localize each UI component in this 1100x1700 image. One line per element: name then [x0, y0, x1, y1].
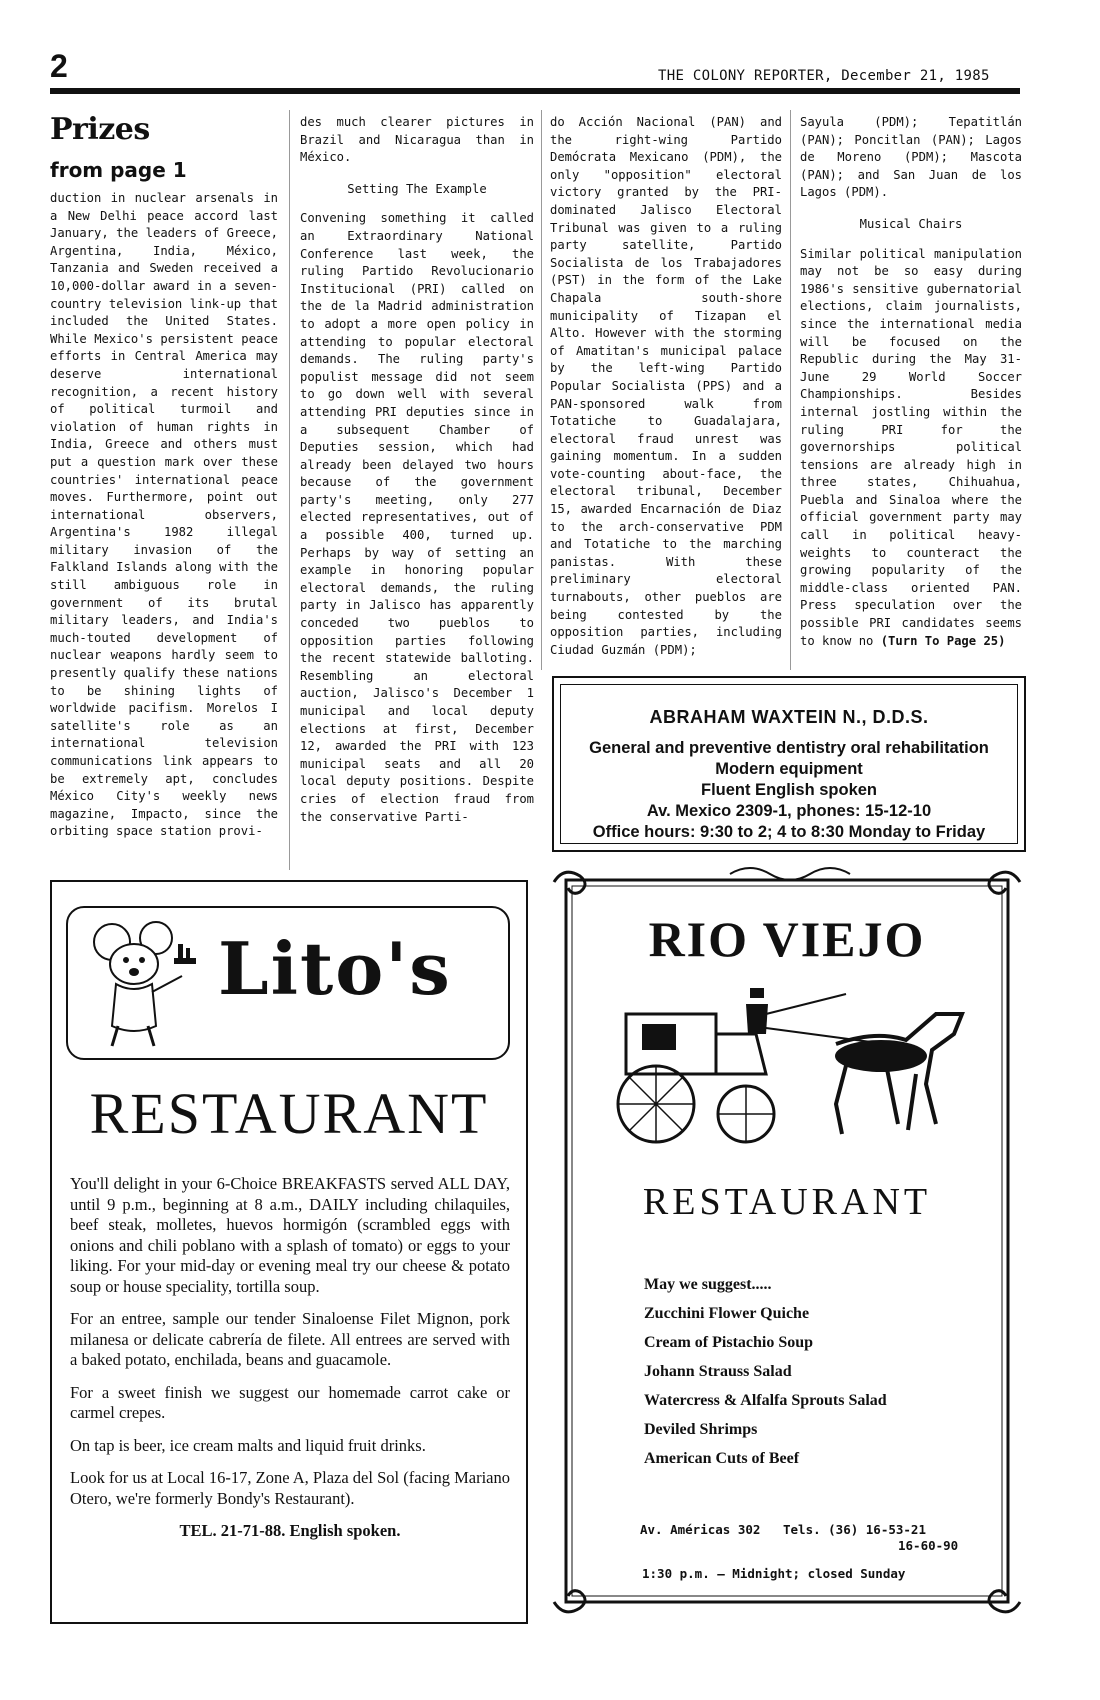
article-kicker: from page 1 — [50, 158, 187, 182]
dentist-ad — [552, 676, 1026, 852]
article-text: Sayula (PDM); Tepatitlán (PAN); Poncitlan (PAN); Lagos de Moreno (PDM); Mascota (PAN); and San Juan de los Lagos (PDM). — [800, 115, 1022, 200]
litos-heading: RESTAURANT — [89, 1081, 489, 1146]
continuation-note: (Turn To Page 25) — [880, 633, 1006, 648]
article-column-3 — [550, 114, 782, 674]
running-head: THE COLONY REPORTER, December 21, 1985 — [658, 68, 990, 84]
litos-body — [70, 1174, 510, 1554]
rio-viejo-ad — [550, 862, 1024, 1622]
dentist-address: Av. Mexico 2309-1, phones: 15-12-10 — [646, 802, 932, 820]
rio-viejo-title: RIO VIEJO — [648, 911, 926, 967]
article-subhead: Musical Chairs — [859, 216, 963, 231]
rio-viejo-heading: RESTAURANT — [642, 1181, 932, 1223]
menu-item: Watercress & Alfalfa Sprouts Salad — [644, 1392, 887, 1409]
menu-item: Johann Strauss Salad — [644, 1363, 792, 1380]
column-divider — [289, 110, 290, 870]
horse-carriage-icon — [586, 974, 986, 1154]
menu-item: Deviled Shrimps — [644, 1421, 758, 1438]
litos-paragraph: On tap is beer, ice cream malts and liquid fruit drinks. — [70, 1435, 426, 1455]
rio-viejo-hours: 1:30 p.m. — Midnight; closed Sunday — [642, 1566, 906, 1581]
article-column-1 — [50, 190, 278, 870]
rio-viejo-address: Av. Américas 302 — [640, 1522, 761, 1537]
menu-item: May we suggest..... — [644, 1276, 772, 1293]
article-text: Convening something it called an Extraordinary National Conference last week, the ruling Partido Revolucionario Institucional (PRI) called on the de la Madrid administration to adopt a more open policy in attending to popular electoral demands. The ruling party's populist message did not seem to go down well with several attending PRI deputies since in a subsequent Chamber of Deputies session, which had already been delayed two hours because of the government party's meeting, only 277 elected representatives, out of a possible 400, turned up. Perhaps by way of setting an example in honoring popular electoral demands, the ruling party in Jalisco has apparently conceded two pueblos to opposition parties following the recent statewide balloting. Resembling an electoral auction, Jalisco's December 1 municipal and local deputy elections at first, December 12, awarded the PRI with 123 municipal seats and all 20 local deputy positions. Despite cries of election fraud from the conservative Parti- — [300, 211, 534, 824]
litos-logo-panel — [66, 906, 510, 1060]
article-text: duction in nuclear arsenals in a New Delhi peace accord last January, the leaders of Greece, Argentina, India, México, Tanzania and Sweden received a 10,000-dollar award in a seven-country television link-up that included the United States. While Mexico's persistent peace efforts in Central America may deserve international recognition, a recent history of political turmoil and violation of human rights in India, Greece and others must put a question mark over these countries' international peace moves. Furthermore, point out international observers, Argentina's 1982 illegal military invasion of the Falkland Islands along with the still ambiguous role in government of its brutal military leaders, and India's much-touted development of nuclear weapons hardly seem to presently qualify these nations to be shining lights of worldwide pacifism. Morelos I satellite's role as an international television communications link appears to be extremely apt, concludes México City's weekly news magazine, Impacto, since the orbiting space station provi- — [50, 191, 278, 839]
litos-paragraph: For an entree, sample our tender Sinaloense Filet Mignon, pork milanesa or delicate cabrería de filete. All entrees are served with a baked potato, enchilada, beans and guacamole. — [70, 1309, 510, 1369]
menu-item: Cream of Pistachio Soup — [644, 1334, 814, 1351]
article-text: Similar political manipulation may not be so easy during 1986's sensitive gubernatorial elections, claim journalists, since the international media will be focused on the Republic during the May 31-June 29 World Soccer Championships. Besides internal jostling within the ruling PRI for the governorships political tensions are already high in three states, Chihuahua, Puebla and Sinaloa where the official government party may call in political heavy-weights to counteract the growing popularity of the middle-class oriented PAN. Press speculation over the possible PRI candidates seems to know no (Turn To Page 25) — [800, 246, 1022, 648]
litos-paragraph: Look for us at Local 16-17, Zone A, Plaza del Sol (facing Mariano Otero, we're formerly Bondy's Restaurant). — [70, 1468, 510, 1508]
mouse-waiter-icon — [82, 914, 202, 1050]
article-column-2 — [300, 114, 534, 872]
dentist-equipment: Modern equipment — [715, 760, 863, 778]
menu-item: American Cuts of Beef — [644, 1450, 800, 1467]
article-subhead: Setting The Example — [347, 181, 487, 196]
article-text: do Acción Nacional (PAN) and the right-wing Partido Demócrata Mexicano (PDM), the only "opposition" electoral victory granted by the PRI-dominated Jalisco Electoral Tribunal was given to a ruling party satellite, Partido Socialista de los Trabajadores (PST) in the form of the Lake Chapala south-shore municipality of Tizapan el Alto. However with the storming of Amatitan's municipal palace by the left-wing Partido Popular Socialista (PPS) and a PAN-sponsored walk from Totatiche to Guadalajara, electoral fraud unrest was gaining momentum. In a sudden vote-counting about-face, the electoral tribunal, December 15, awarded Encarnación de Diaz to the arch-conservative PDM and Totatiche to the marching panistas. With these preliminary electoral turnabouts, other pueblos are being contested by the opposition parties, including Ciudad Guzmán (PDM); — [550, 115, 782, 657]
litos-logo: Lito's — [218, 926, 452, 1011]
rio-viejo-phone-2: 16-60-90 — [898, 1538, 959, 1553]
litos-telephone: TEL. 21-71-88. English spoken. — [179, 1521, 401, 1540]
dentist-hours: Office hours: 9:30 to 2; 4 to 8:30 Monday to Friday — [592, 823, 986, 841]
rio-viejo-phones: Tels. (36) 16-53-21 — [783, 1522, 926, 1537]
litos-ad — [50, 880, 528, 1624]
rio-viejo-menu — [644, 1270, 887, 1473]
header-rule — [50, 88, 1020, 94]
litos-paragraph: For a sweet finish we suggest our homemade carrot cake or carmel crepes. — [70, 1382, 510, 1422]
dentist-language: Fluent English spoken — [700, 781, 877, 799]
article-headline: Prizes — [50, 112, 150, 147]
page-number: 2 — [50, 48, 68, 84]
rio-viejo-contact — [640, 1522, 958, 1554]
column-divider — [790, 110, 791, 670]
column-divider — [541, 110, 542, 670]
litos-paragraph: You'll delight in your 6-Choice BREAKFASTS served ALL DAY, until 9 p.m., beginning at 8 a.m., DAILY including chilaquiles, beef steak, molletes, huevos hormigón (scrambled eggs with onions and chili poblano with a splash of tomato) or eggs to your liking. For your mid-day or evening meal try our cheese & potato soup or house speciality, tortilla soup. — [70, 1174, 510, 1296]
menu-item: Zucchini Flower Quiche — [644, 1305, 810, 1322]
article-text: des much clearer pictures in Brazil and Nicaragua than in México. — [300, 115, 534, 165]
dentist-name: ABRAHAM WAXTEIN N., D.D.S. — [649, 707, 929, 727]
article-column-4 — [800, 114, 1022, 674]
dentist-services: General and preventive dentistry oral rehabilitation — [589, 739, 989, 757]
